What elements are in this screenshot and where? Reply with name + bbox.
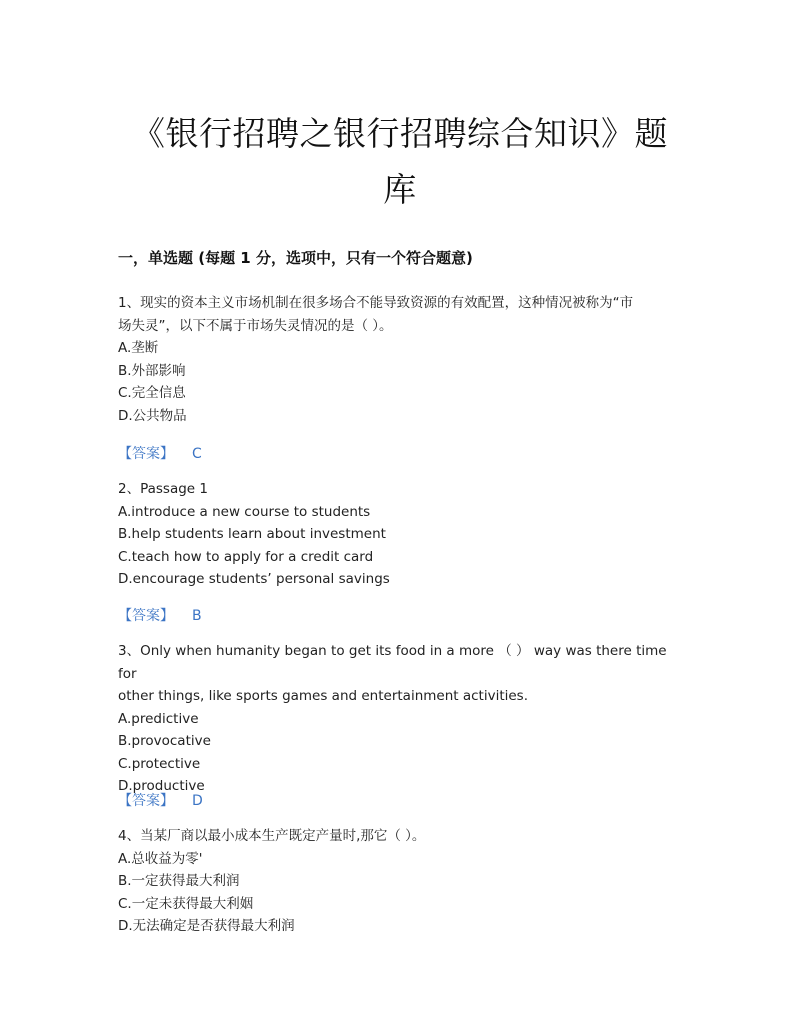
option-a: A.垄断	[118, 340, 159, 356]
question-stem: other things, like sports games and entertainment activities.	[118, 688, 529, 704]
option-d: D.productive	[118, 778, 205, 794]
question-3	[118, 640, 678, 798]
option-a: A.总收益为零'	[118, 850, 203, 867]
option-b: B.外部影响	[118, 362, 186, 379]
answer-label: 【答案】	[118, 446, 174, 462]
answer-value: C	[192, 446, 202, 462]
option-d: D.公共物品	[118, 407, 187, 424]
option-d: D.encourage students’ personal savings	[118, 571, 390, 587]
option-b: B.一定获得最大利润	[118, 873, 240, 889]
option-c: C.完全信息	[118, 385, 186, 401]
answer-3	[118, 790, 203, 810]
question-2	[118, 478, 678, 591]
option-b: B.provocative	[118, 733, 211, 749]
option-d: D.无法确定是否获得最大利润	[118, 918, 295, 934]
option-c: C.一定未获得最大利姻	[118, 895, 254, 912]
question-stem: 2、Passage 1	[118, 481, 208, 497]
option-a: A.introduce a new course to students	[118, 503, 371, 520]
question-1	[118, 292, 678, 427]
question-stem: 3、Only when humanity began to get its food in a more （ ） way was there time for	[118, 643, 667, 682]
option-a: A.predictive	[118, 710, 199, 727]
document-title	[100, 106, 700, 218]
option-c: C.teach how to apply for a credit card	[118, 548, 374, 565]
question-stem: 1、现实的资本主义市场机制在很多场合不能导致资源的有效配置，这种情况被称为“市	[118, 295, 634, 311]
option-c: C.protective	[118, 755, 201, 772]
answer-label: 【答案】	[118, 608, 174, 624]
answer-value: D	[192, 793, 203, 809]
answer-1	[118, 443, 202, 463]
answer-label: 【答案】	[118, 793, 174, 809]
question-stem: 场失灵”，以下不属于市场失灵情况的是（ ）。	[118, 317, 393, 334]
answer-value: B	[192, 608, 202, 624]
title-line-1: 《银行招聘之银行招聘综合知识》题	[132, 114, 668, 153]
question-4	[118, 825, 678, 938]
question-stem: 4、当某厂商以最小成本生产既定产量时,那它（ ）。	[118, 828, 426, 844]
title-line-2: 库	[383, 170, 417, 209]
section-heading: 一，单选题 (每题 1 分，选项中，只有一个符合题意)	[118, 249, 473, 267]
answer-2	[118, 605, 202, 625]
option-b: B.help students learn about investment	[118, 526, 386, 542]
